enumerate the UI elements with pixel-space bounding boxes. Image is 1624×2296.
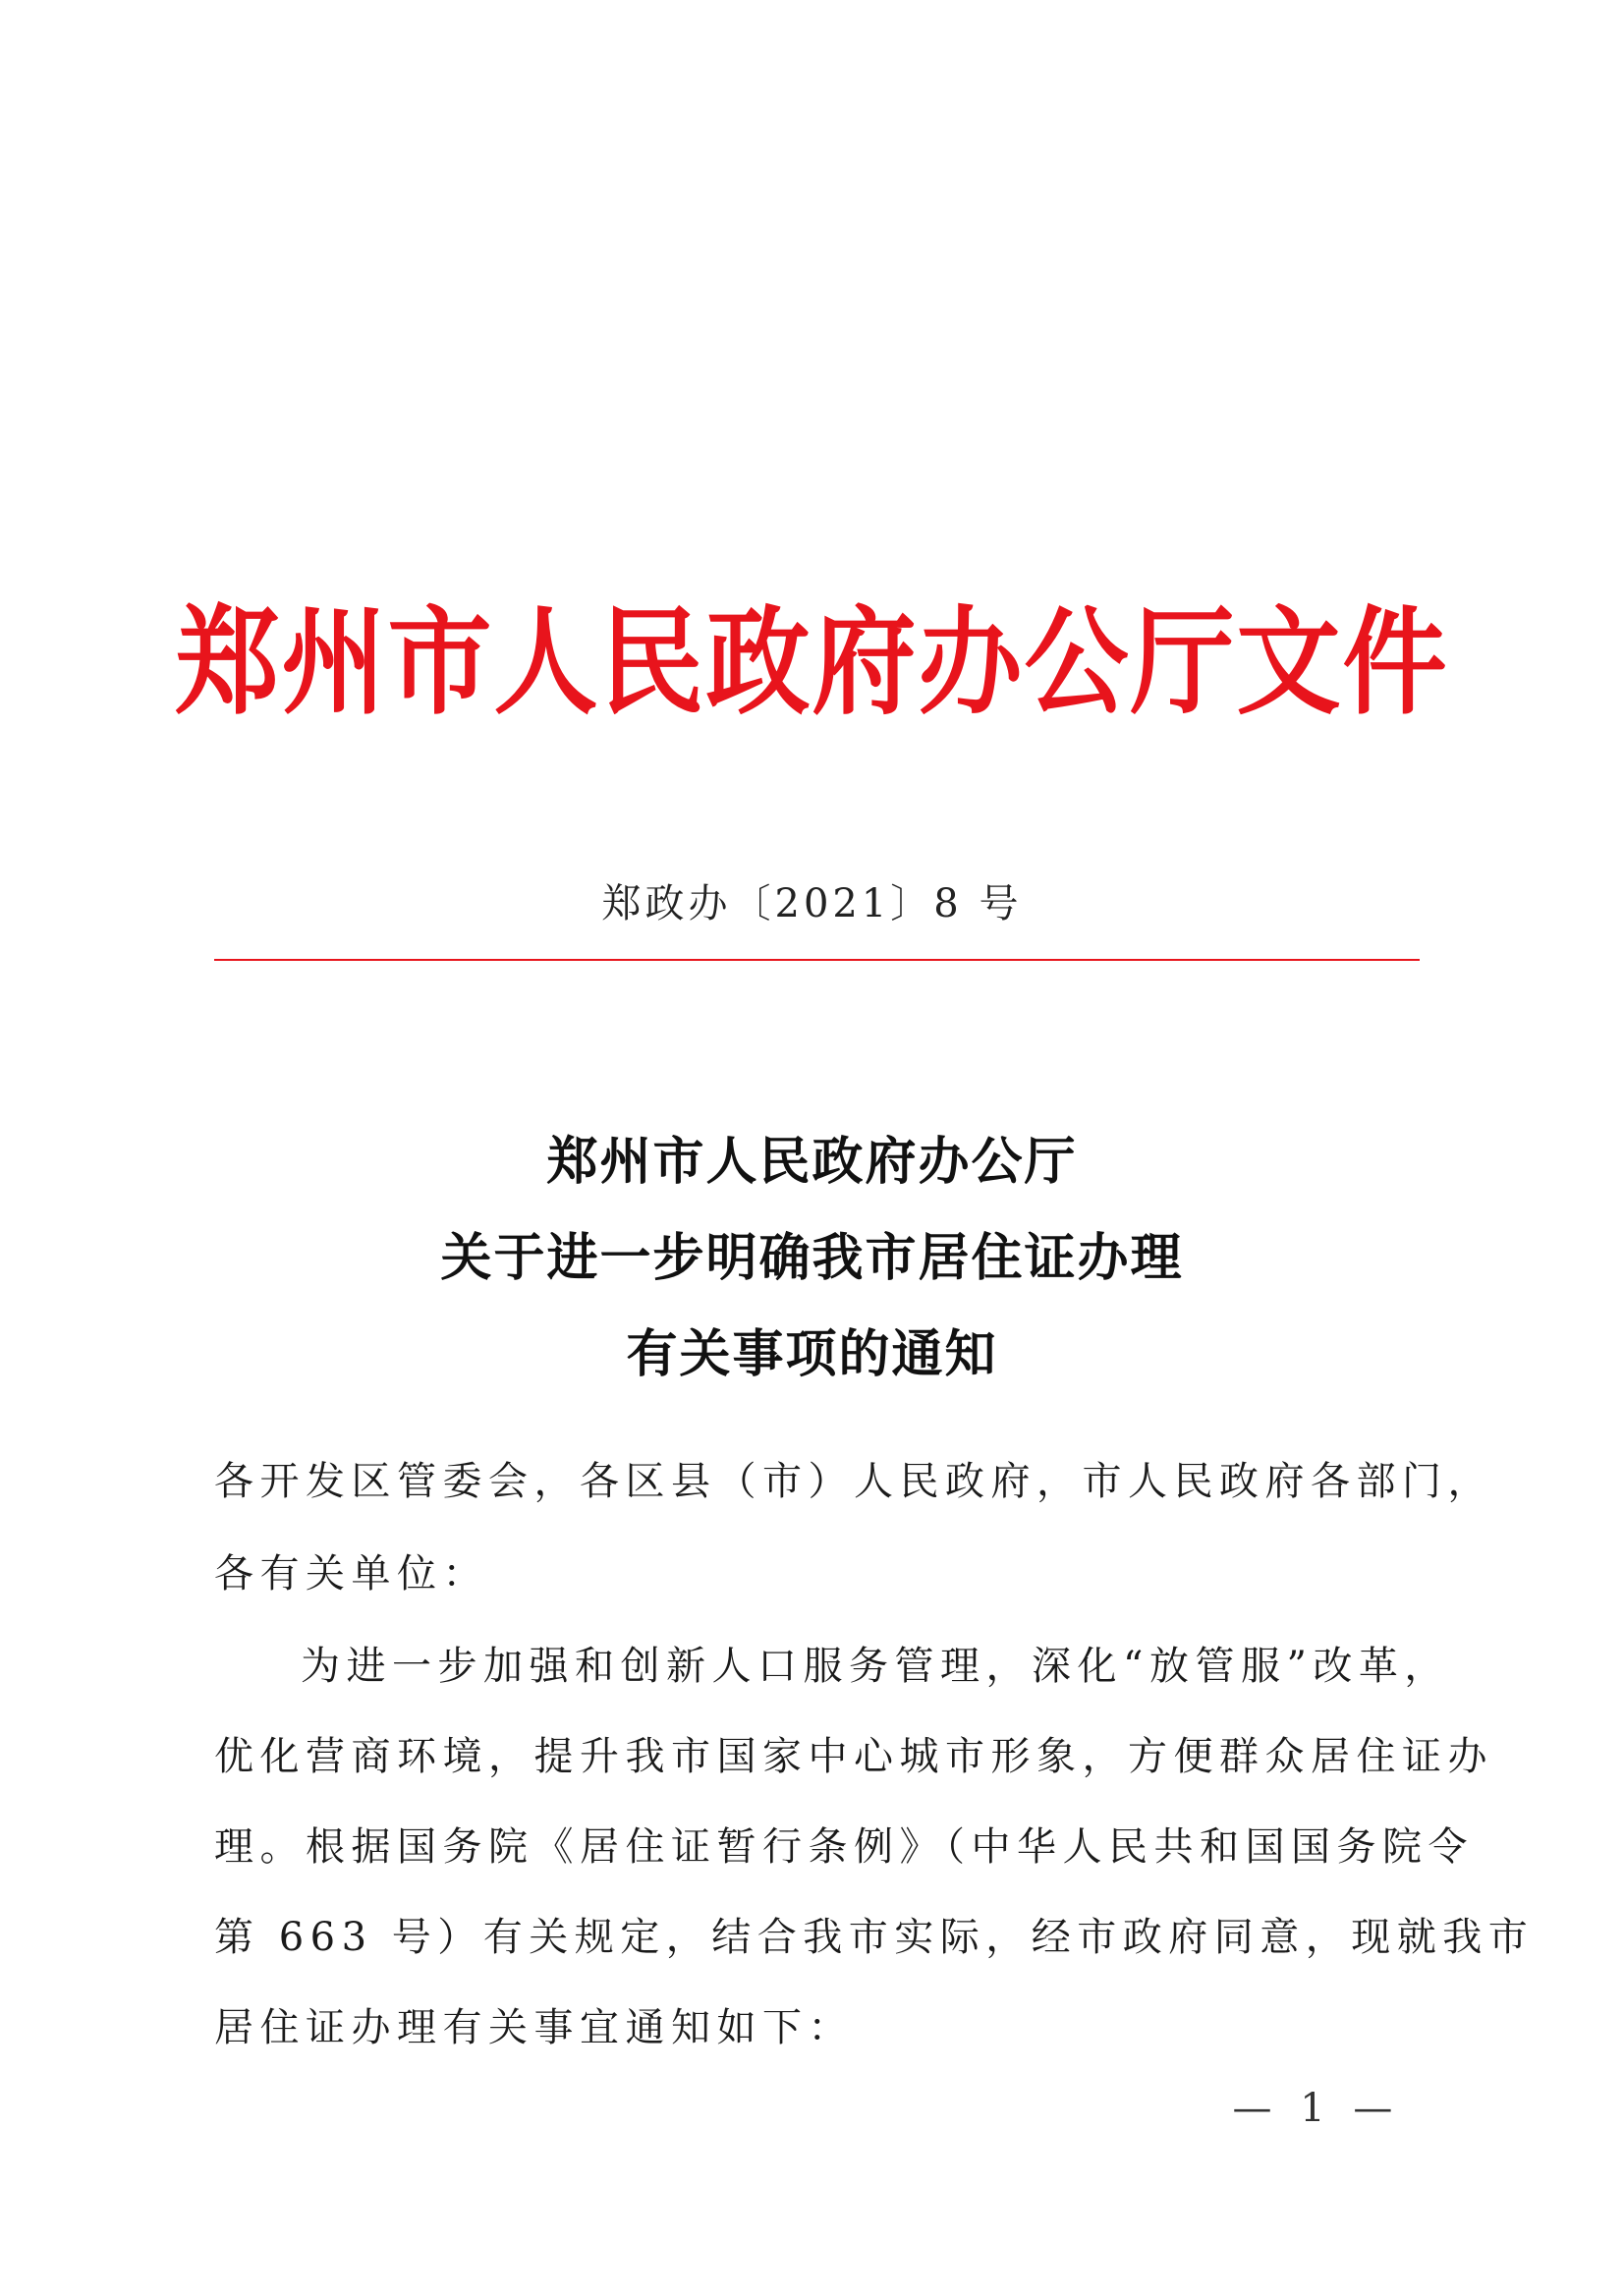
document-number: 郑政办〔2021〕8 号 bbox=[601, 881, 1023, 926]
red-divider bbox=[214, 959, 1420, 961]
notice-title-line-1: 郑州市人民政府办公厅 bbox=[546, 1132, 1078, 1192]
body-line: 居住证办理有关事宜通知如下： bbox=[214, 2005, 854, 2050]
masthead-title: 郑州市人民政府办公厅文件 bbox=[175, 592, 1449, 731]
body-line: 优化营商环境，提升我市国家中心城市形象，方便群众居住证办 bbox=[214, 1734, 1493, 1779]
body-line: 理。根据国务院《居住证暂行条例》（中华人民共和国国务院令 bbox=[214, 1824, 1474, 1870]
notice-title-line-2: 关于进一步明确我市居住证办理 bbox=[440, 1228, 1184, 1288]
notice-title-line-3: 有关事项的通知 bbox=[626, 1324, 998, 1384]
body-line: 各开发区管委会，各区县（市）人民政府，市人民政府各部门， bbox=[214, 1459, 1493, 1504]
body-line: 第 663 号）有关规定，结合我市实际，经市政府同意，现就我市 bbox=[214, 1915, 1535, 1960]
body-line: 为进一步加强和创新人口服务管理，深化“放管服”改革， bbox=[301, 1644, 1450, 1689]
page-number: — 1 — bbox=[1232, 2086, 1401, 2131]
body-line: 各有关单位： bbox=[214, 1551, 488, 1596]
